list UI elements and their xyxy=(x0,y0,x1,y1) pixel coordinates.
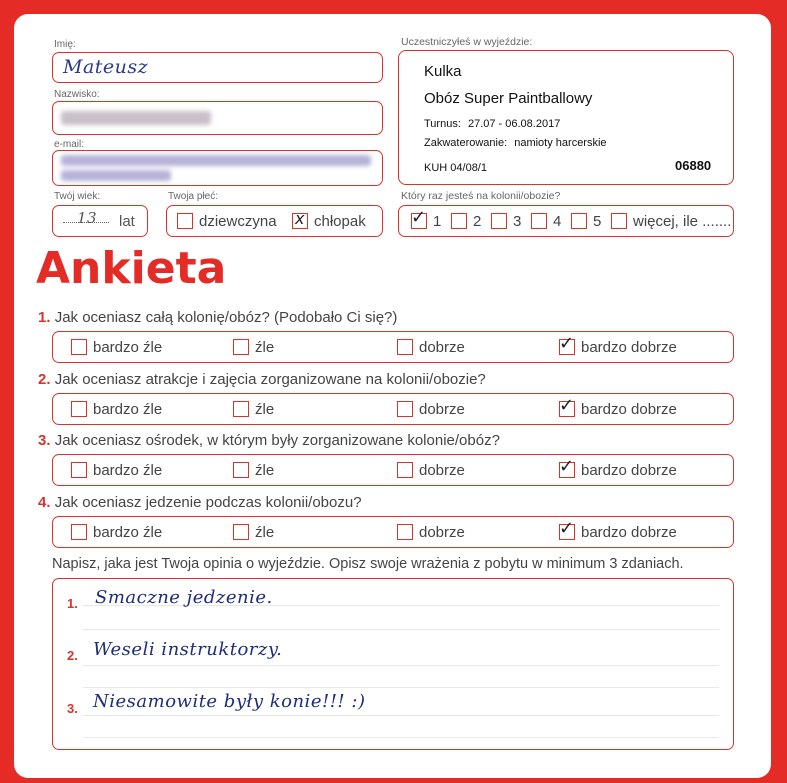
attendance-4-checkbox[interactable] xyxy=(531,213,547,229)
q2-option-good[interactable]: dobrze xyxy=(397,400,465,418)
q3-very-good-checkbox[interactable]: ✓ xyxy=(559,456,575,478)
q1-very-good-checkbox[interactable]: ✓ xyxy=(559,333,575,355)
attendance-option-5[interactable]: 5 xyxy=(571,212,601,230)
surname-field[interactable] xyxy=(52,101,383,135)
q3-good-checkbox[interactable] xyxy=(397,462,413,478)
attendance-2-checkbox[interactable] xyxy=(451,213,467,229)
camp-turnus-row xyxy=(424,118,560,130)
camp-section-label: Uczestniczyłeś w wyjeździe: xyxy=(401,36,533,48)
turnus-value: 27.07 - 06.08.2017 xyxy=(467,118,561,130)
camp-accommodation-row xyxy=(424,137,607,149)
camp-code: KUH 04/08/1 xyxy=(424,162,487,174)
attendance-3-checkbox[interactable] xyxy=(491,213,507,229)
q2-option-bad[interactable]: źle xyxy=(233,400,274,418)
question-1-answers xyxy=(52,331,734,363)
attendance-option-3[interactable]: 3 xyxy=(491,212,521,230)
q3-option-very-bad[interactable]: bardzo źle xyxy=(71,461,162,479)
q1-option-good[interactable]: dobrze xyxy=(397,338,465,356)
q1-option-bad[interactable]: źle xyxy=(233,338,274,356)
opinion-prompt: Napisz, jaka jest Twoja opinia o wyjeździe. Opisz swoje wrażenia z pobytu w minimum 3 zdaniach. xyxy=(52,556,684,572)
surname-redacted xyxy=(61,111,211,125)
attendance-option-more[interactable]: więcej, ile ....... xyxy=(611,212,731,230)
survey-title: Ankieta xyxy=(36,243,227,294)
question-2-answers xyxy=(52,393,734,425)
gender-option-female[interactable]: dziewczyna xyxy=(177,212,277,230)
attendance-option-1[interactable]: ✓ 1 xyxy=(411,207,442,230)
email-label: e-mail: xyxy=(54,139,85,150)
gender-option-male[interactable]: x chłopak xyxy=(292,212,366,230)
opinion-field[interactable] xyxy=(52,578,734,750)
attendance-5-checkbox[interactable] xyxy=(571,213,587,229)
opinion-line-1: Smaczne jedzenie. xyxy=(95,587,273,608)
question-4-answers xyxy=(52,516,734,548)
q4-option-very-bad[interactable]: bardzo źle xyxy=(71,523,162,541)
email-redacted-line-1 xyxy=(61,155,371,166)
gender-female-checkbox[interactable] xyxy=(177,213,193,229)
age-label: Twój wiek: xyxy=(54,191,101,202)
gender-label: Twoja płeć: xyxy=(168,191,219,202)
q2-very-bad-checkbox[interactable] xyxy=(71,401,87,417)
q1-bad-checkbox[interactable] xyxy=(233,339,249,355)
q2-very-good-checkbox[interactable]: ✓ xyxy=(559,395,575,417)
name-field[interactable] xyxy=(52,52,383,83)
q4-bad-checkbox[interactable] xyxy=(233,524,249,540)
gender-field xyxy=(166,205,383,237)
q1-option-very-bad[interactable]: bardzo źle xyxy=(71,338,162,356)
attendance-more-checkbox[interactable] xyxy=(611,213,627,229)
q4-option-very-good[interactable]: ✓ bardzo dobrze xyxy=(559,518,677,541)
opinion-line-3-number: 3. xyxy=(67,701,78,716)
q2-option-very-good[interactable]: ✓ bardzo dobrze xyxy=(559,395,677,418)
attendance-option-4[interactable]: 4 xyxy=(531,212,561,230)
camp-number: 06880 xyxy=(675,158,712,173)
question-1: 1. Jak oceniasz całą kolonię/obóz? (Podobało Ci się?) xyxy=(38,309,398,326)
q2-good-checkbox[interactable] xyxy=(397,401,413,417)
opinion-line-2-number: 2. xyxy=(67,648,78,663)
accommodation-label: Zakwaterowanie: xyxy=(424,137,508,149)
accommodation-value: namioty harcerskie xyxy=(514,137,607,149)
turnus-label: Turnus: xyxy=(424,118,461,130)
q3-option-good[interactable]: dobrze xyxy=(397,461,465,479)
camp-info-box xyxy=(398,50,734,185)
email-redacted-line-2 xyxy=(61,170,171,181)
opinion-line-1-number: 1. xyxy=(67,596,78,611)
attendance-field xyxy=(398,205,734,237)
q2-bad-checkbox[interactable] xyxy=(233,401,249,417)
age-value: 13 xyxy=(77,209,98,227)
question-3: 3. Jak oceniasz ośrodek, w którym były zorganizowane kolonie/obóz? xyxy=(38,432,500,449)
opinion-line-2: Weseli instruktorzy. xyxy=(93,639,283,660)
q4-option-good[interactable]: dobrze xyxy=(397,523,465,541)
camp-organizer: Kulka xyxy=(424,63,462,80)
surname-label: Nazwisko: xyxy=(54,89,100,100)
q4-good-checkbox[interactable] xyxy=(397,524,413,540)
q4-very-bad-checkbox[interactable] xyxy=(71,524,87,540)
name-value: Mateusz xyxy=(63,56,149,78)
attendance-option-2[interactable]: 2 xyxy=(451,212,481,230)
q3-option-bad[interactable]: źle xyxy=(233,461,274,479)
q3-option-very-good[interactable]: ✓ bardzo dobrze xyxy=(559,456,677,479)
q1-very-bad-checkbox[interactable] xyxy=(71,339,87,355)
question-3-answers xyxy=(52,454,734,486)
q3-bad-checkbox[interactable] xyxy=(233,462,249,478)
attendance-1-checkbox[interactable]: ✓ xyxy=(411,207,427,229)
gender-male-checkbox[interactable]: x xyxy=(292,213,308,229)
age-field[interactable] xyxy=(52,205,148,237)
age-unit: lat xyxy=(119,213,135,230)
q2-option-very-bad[interactable]: bardzo źle xyxy=(71,400,162,418)
question-2: 2. Jak oceniasz atrakcje i zajęcia zorganizowane na kolonii/obozie? xyxy=(38,371,486,388)
opinion-line-3: Niesamowite były konie!!! :) xyxy=(93,691,366,712)
q4-option-bad[interactable]: źle xyxy=(233,523,274,541)
name-label: Imię: xyxy=(54,39,76,50)
attendance-label: Który raz jesteś na kolonii/obozie? xyxy=(401,190,561,202)
q3-very-bad-checkbox[interactable] xyxy=(71,462,87,478)
q4-very-good-checkbox[interactable]: ✓ xyxy=(559,518,575,540)
camp-name: Obóz Super Paintballowy xyxy=(424,90,593,107)
q1-good-checkbox[interactable] xyxy=(397,339,413,355)
q1-option-very-good[interactable]: ✓ bardzo dobrze xyxy=(559,333,677,356)
email-field[interactable] xyxy=(52,150,383,186)
question-4: 4. Jak oceniasz jedzenie podczas kolonii/obozu? xyxy=(38,494,362,511)
